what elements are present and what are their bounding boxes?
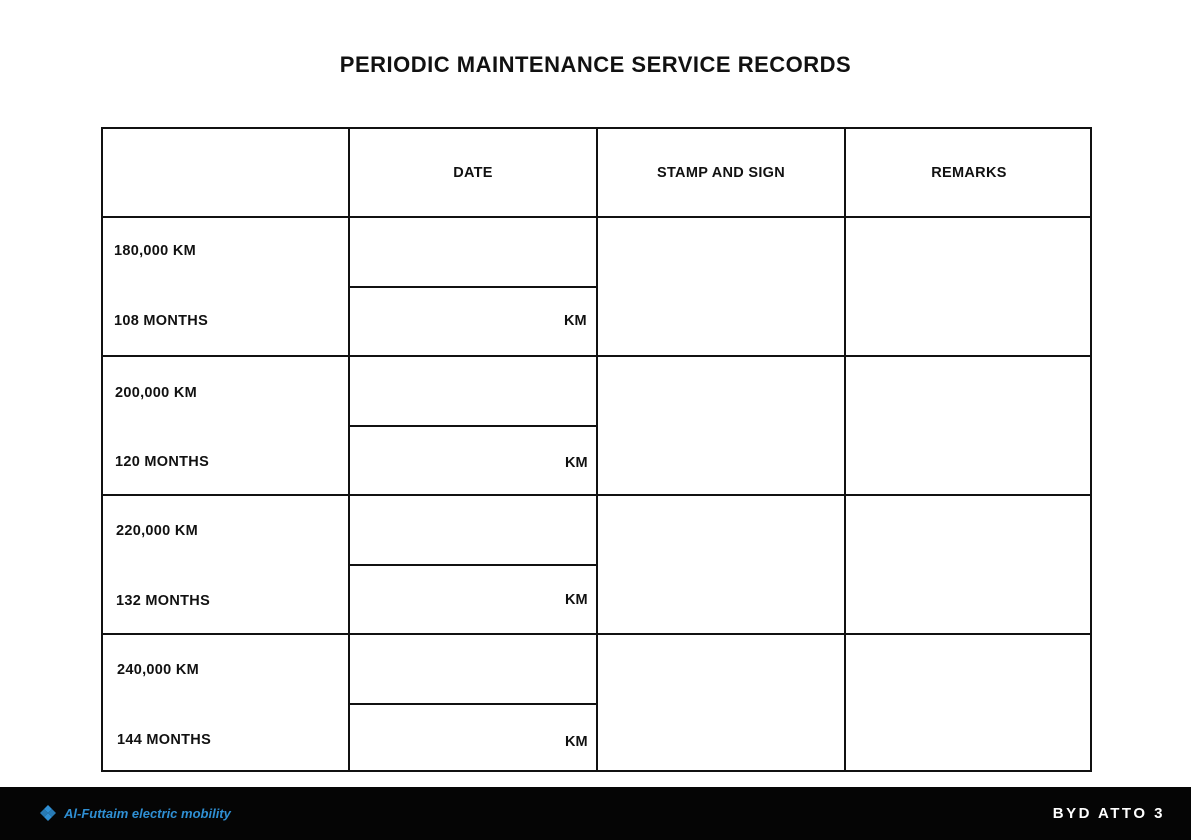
column-divider [348,129,350,770]
row-distance-label: 200,000 KM [115,385,197,401]
row-distance-label: 180,000 KM [114,243,196,259]
row-distance-label: 220,000 KM [116,523,198,539]
date-cell-divider [350,703,596,705]
header-stamp-and-sign: STAMP AND SIGN [657,165,785,181]
footer-bar [0,787,1191,840]
brand-mark-icon [38,804,58,822]
km-unit-label: KM [565,592,588,608]
km-unit-label: KM [564,313,587,329]
header-date: DATE [453,165,493,181]
page-title: PERIODIC MAINTENANCE SERVICE RECORDS [339,52,852,77]
row-months-label: 144 MONTHS [117,732,212,748]
model-name: BYD ATTO 3 [1052,805,1165,822]
column-divider [844,129,846,770]
row-months-label: 120 MONTHS [115,454,210,470]
header-empty [103,129,348,217]
date-cell-divider [350,564,596,566]
date-cell-divider [350,286,596,288]
brand-name: Al-Futtaim electric mobility [64,805,231,821]
row-months-label: 132 MONTHS [116,593,211,609]
header-remarks: REMARKS [931,165,1007,181]
row-divider [103,494,1090,496]
km-unit-label: KM [565,734,588,750]
brand-logo [38,804,231,822]
date-cell-divider [350,425,596,427]
km-unit-label: KM [565,455,588,471]
row-distance-label: 240,000 KM [117,662,199,678]
column-divider [596,129,598,770]
maintenance-records-table [101,127,1092,772]
row-divider [103,355,1090,357]
row-months-label: 108 MONTHS [114,313,209,329]
row-divider [103,633,1090,635]
